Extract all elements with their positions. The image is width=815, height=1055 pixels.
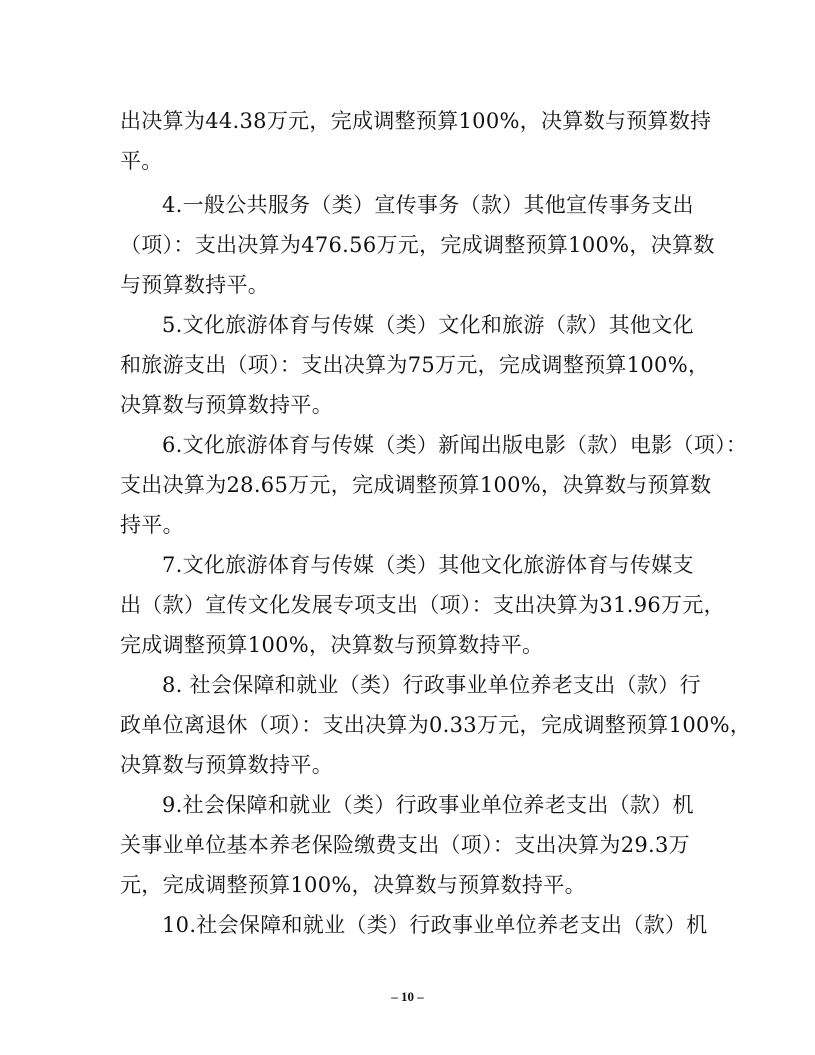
text-line-2: 平。: [120, 149, 163, 173]
item-4-line-1: 4.一般公共服务（类）宣传事务（款）其他宣传事务支出: [162, 193, 694, 217]
item-10-line-1: 10.社会保障和就业（类）行政事业单位养老支出（款）机: [162, 913, 708, 937]
item-8-line-1: 8. 社会保障和就业（类）行政事业单位养老支出（款）行: [162, 673, 701, 697]
item-7-line-3: 完成调整预算100%，决算数与预算数持平。: [120, 633, 544, 657]
item-5-line-3: 决算数与预算数持平。: [120, 393, 333, 417]
item-9-line-2: 关事业单位基本养老保险缴费支出（项）：支出决算为29.3万: [120, 833, 690, 857]
item-6-line-2: 支出决算为28.65万元，完成调整预算100%，决算数与预算数: [120, 473, 712, 497]
item-7-line-1: 7.文化旅游体育与传媒（类）其他文化旅游体育与传媒支: [162, 553, 694, 577]
page-number: – 10 –: [391, 989, 424, 1004]
item-8-line-3: 决算数与预算数持平。: [120, 753, 333, 777]
item-4-line-3: 与预算数持平。: [120, 273, 270, 297]
item-4-line-2: （项）：支出决算为476.56万元，完成调整预算100%，决算数: [120, 233, 715, 257]
item-5-line-1: 5.文化旅游体育与传媒（类）文化和旅游（款）其他文化: [162, 313, 694, 337]
item-5-line-2: 和旅游支出（项）：支出决算为75万元，完成调整预算100%，: [120, 353, 710, 377]
item-6-line-3: 持平。: [120, 513, 184, 537]
text-line-1: 出决算为44.38万元，完成调整预算100%，决算数与预算数持: [120, 109, 712, 133]
item-6-line-1: 6.文化旅游体育与传媒（类）新闻出版电影（款）电影（项）：: [162, 433, 748, 457]
item-9-line-1: 9.社会保障和就业（类）行政事业单位养老支出（款）机: [162, 793, 694, 817]
item-8-line-2: 政单位离退休（项）：支出决算为0.33万元，完成调整预算100%，: [120, 713, 752, 737]
item-9-line-3: 元，完成调整预算100%，决算数与预算数持平。: [120, 873, 586, 897]
item-7-line-2: 出（款）宣传文化发展专项支出（项）：支出决算为31.96万元，: [120, 593, 725, 617]
